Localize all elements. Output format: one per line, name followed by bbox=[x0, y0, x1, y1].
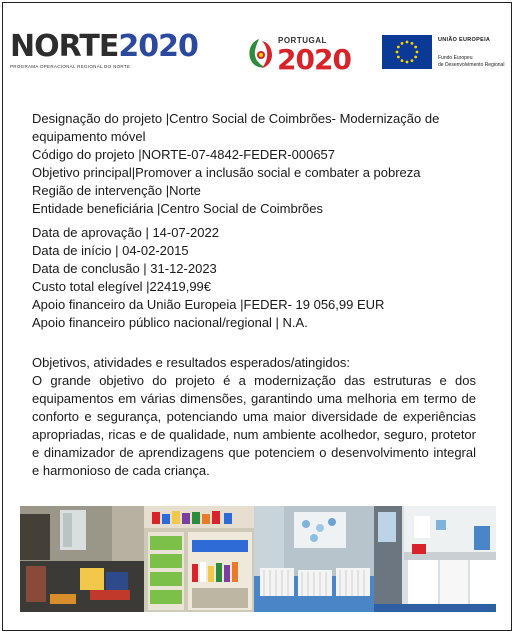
eu-fund bbox=[438, 55, 504, 68]
objectives-heading: Objetivos, atividades e resultados esperados/atingidos: bbox=[32, 355, 350, 370]
eu-star-icon bbox=[397, 56, 400, 59]
eu-star-icon bbox=[414, 56, 417, 59]
eu-fund-line1: Fundo Europeu bbox=[438, 55, 473, 61]
project-beneficiary: Entidade beneficiária |Centro Social de Coimbrões bbox=[32, 201, 323, 216]
cribs-room-photo bbox=[254, 506, 374, 612]
norte2020-logo bbox=[10, 29, 198, 69]
eu-star-icon bbox=[411, 42, 414, 45]
eu-name: UNIÃO EUROPEIA bbox=[438, 37, 491, 43]
logo-bar bbox=[0, 0, 516, 80]
classroom-photo bbox=[20, 506, 144, 612]
eu-star-icon bbox=[416, 51, 419, 54]
eu-star-icon bbox=[414, 46, 417, 49]
objectives-section bbox=[32, 354, 476, 480]
portugal-label: PORTUGAL bbox=[278, 36, 327, 45]
eu-star-icon bbox=[396, 51, 399, 54]
eu-star-icon bbox=[397, 46, 400, 49]
end-date: Data de conclusão | 31-12-2023 bbox=[32, 261, 217, 276]
eu-star-icon bbox=[401, 42, 404, 45]
portugal-mark-icon bbox=[248, 36, 274, 70]
objectives-text: O grande objetivo do projeto é a modernização das estruturas e dos equipamentos em várias dimensões, garantindo uma melhoria em termo de conforto e segurança, potenciando uma maior diversidade de experiências apropriadas, ricas e de qualidade, num ambiente acolhedor, seguro, protetor e dinamizador de aprendizagens que potenciem o desenvolvimento integral e harmonioso de cada criança. bbox=[32, 373, 476, 478]
storage-shelves-photo bbox=[144, 506, 254, 612]
norte-year: 2020 bbox=[118, 29, 198, 64]
portugal-number: 2020 bbox=[277, 43, 351, 76]
project-designation: Designação do projeto |Centro Social de Coimbrões- Modernização de equipamento móvel bbox=[32, 111, 440, 144]
national-support: Apoio financeiro público nacional/regional | N.A. bbox=[32, 315, 308, 330]
eu-fund-line2: de Desenvolvimento Regional bbox=[438, 61, 505, 68]
project-objective: Objetivo principal|Promover a inclusão social e combater a pobreza bbox=[32, 165, 421, 180]
eu-flag-icon bbox=[382, 35, 432, 69]
norte-word: NORTE bbox=[10, 29, 119, 64]
project-region: Região de intervenção |Norte bbox=[32, 183, 201, 198]
eligible-cost: Custo total elegível |22419,99€ bbox=[32, 279, 212, 294]
photo-strip bbox=[20, 506, 496, 612]
start-date: Data de início | 04-02-2015 bbox=[32, 243, 189, 258]
project-code: Código do projeto |NORTE-07-4842-FEDER-000657 bbox=[32, 147, 336, 162]
norte-subtitle: PROGRAMA OPERACIONAL REGIONAL DO NORTE bbox=[10, 64, 131, 69]
approval-date: Data de aprovação | 14-07-2022 bbox=[32, 225, 219, 240]
eu-star-icon bbox=[411, 59, 414, 62]
eu-star-icon bbox=[406, 41, 409, 44]
eu-star-icon bbox=[406, 61, 409, 64]
project-info bbox=[32, 110, 472, 332]
eu-star-icon bbox=[401, 59, 404, 62]
eu-support: Apoio financeiro da União Europeia |FEDER- 19 056,99 EUR bbox=[32, 297, 385, 312]
kitchen-photo bbox=[374, 506, 496, 612]
